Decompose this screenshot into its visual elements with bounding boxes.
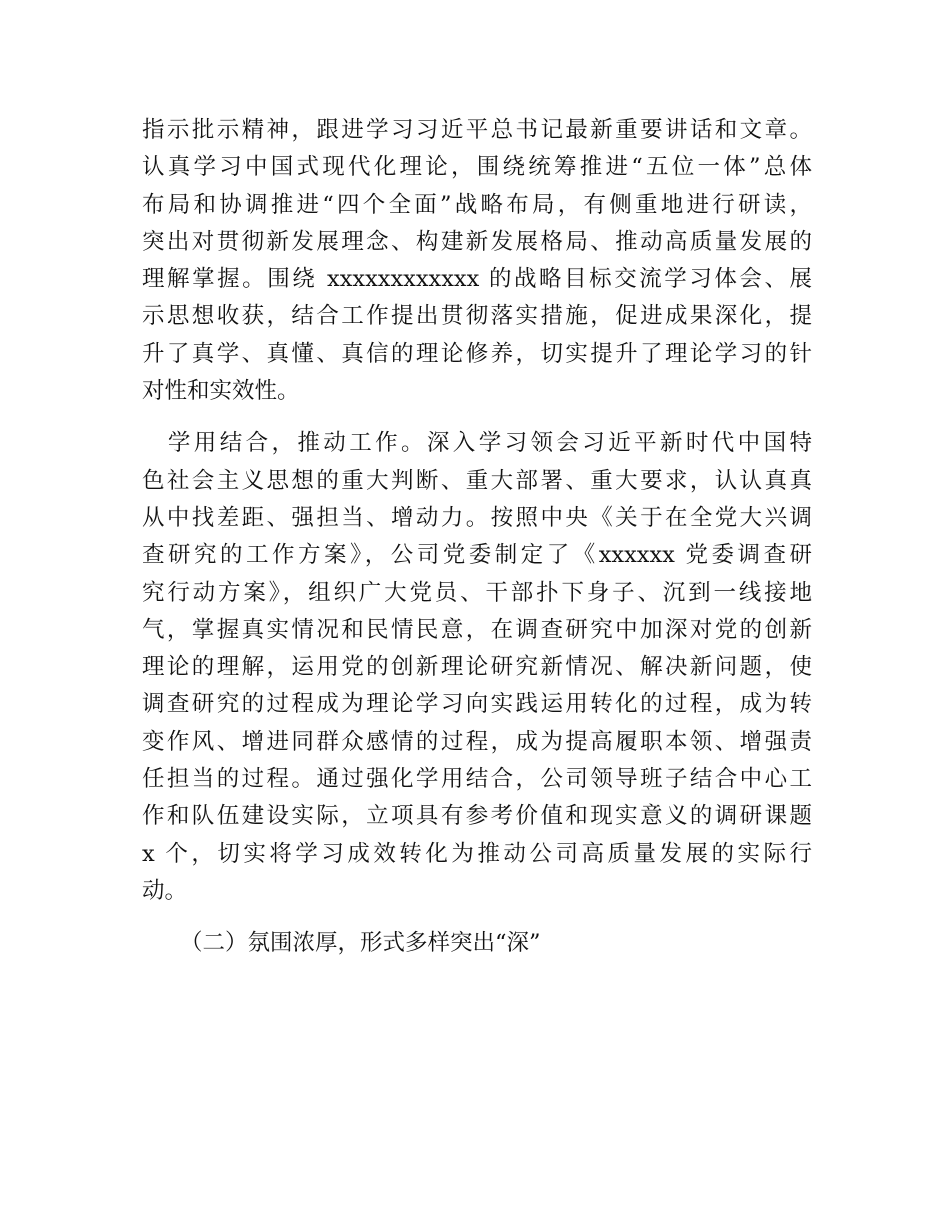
paragraph-line: 究行动方案》，组织广大党员、干部扑下身子、沉到一线接地 — [142, 579, 812, 606]
paragraph-2 — [142, 425, 812, 910]
paragraph-line: 气，掌握真实情况和民情民意，在调查研究中加深对党的创新 — [142, 616, 812, 643]
paragraph-line: 学用结合，推动工作。深入学习领会习近平新时代中国特 — [142, 430, 812, 457]
paragraph-line: 变作风、增进同群众感情的过程，成为提高履职本领、增强责 — [142, 728, 812, 755]
paragraph-line: 色社会主义思想的重大判断、重大部署、重大要求，认认真真 — [142, 467, 812, 494]
paragraph-line: 理论的理解，运用党的创新理论研究新情况、解决新问题，使 — [142, 654, 812, 681]
paragraph-line: 动。 — [142, 877, 188, 904]
paragraph-1 — [142, 112, 812, 410]
paragraph-line: 作和队伍建设实际，立项具有参考价值和现实意义的调研课题 — [142, 803, 812, 830]
paragraph-line: 突出对贯彻新发展理念、构建新发展格局、推动高质量发展的 — [142, 228, 812, 255]
paragraph-line: x 个，切实将学习成效转化为推动公司高质量发展的实际行 — [142, 840, 812, 867]
paragraph-line: 理解掌握。围绕 xxxxxxxxxxxx 的战略目标交流学习体会、展 — [142, 266, 812, 293]
document-body — [142, 112, 812, 963]
section-heading: （二）氛围浓厚，形式多样突出“深” — [180, 930, 541, 957]
paragraph-line: 升了真学、真懂、真信的理论修养，切实提升了理论学习的针 — [142, 340, 812, 367]
paragraph-line: 布局和协调推进“四个全面”战略布局，有侧重地进行研读， — [142, 191, 812, 218]
paragraph-line: 指示批示精神，跟进学习习近平总书记最新重要讲话和文章。 — [142, 117, 812, 143]
paragraph-spacer — [142, 410, 812, 425]
paragraph-line: 任担当的过程。通过强化学用结合，公司领导班子结合中心工 — [142, 766, 812, 793]
paragraph-line: 认真学习中国式现代化理论，围绕统筹推进“五位一体”总体 — [142, 154, 812, 181]
paragraph-spacer — [142, 910, 812, 925]
paragraph-line: 示思想收获，结合工作提出贯彻落实措施，促进成果深化，提 — [142, 303, 812, 330]
paragraph-line: 调查研究的过程成为理论学习向实践运用转化的过程，成为转 — [142, 691, 812, 718]
paragraph-line: 查研究的工作方案》，公司党委制定了《xxxxxx 党委调查研 — [142, 542, 812, 569]
paragraph-line: 对性和实效性。 — [142, 378, 300, 405]
paragraph-line: 从中找差距、强担当、增动力。按照中央《关于在全党大兴调 — [142, 504, 812, 531]
